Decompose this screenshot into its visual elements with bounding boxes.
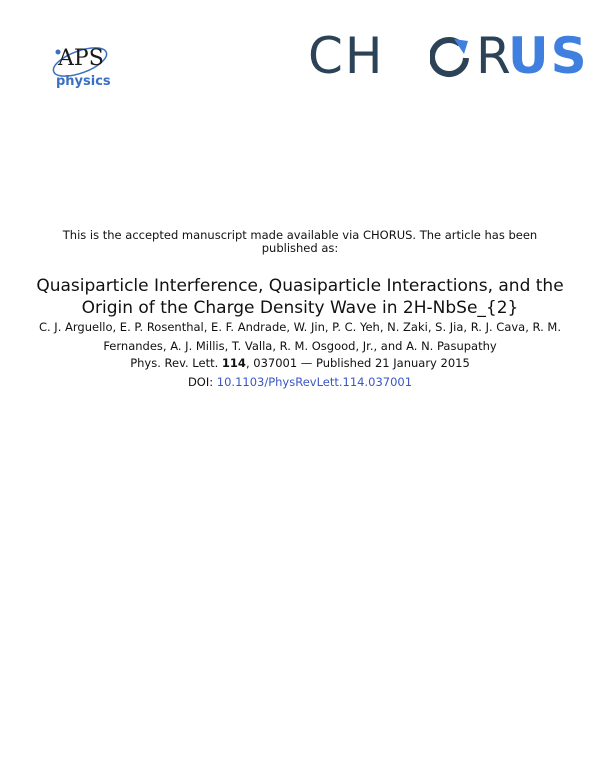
- aps-logo-subtext: physics: [56, 74, 111, 89]
- chorus-logo: [308, 27, 589, 85]
- article-citation: [20, 356, 580, 371]
- doi-label: DOI:: [187, 375, 217, 389]
- doi-link[interactable]: 10.1103/PhysRevLett.114.037001: [216, 375, 413, 389]
- journal-volume: 114: [221, 356, 246, 370]
- chorus-logo-part1: CH: [308, 27, 385, 85]
- aps-logo-text: APS: [58, 46, 104, 71]
- article-doi: [20, 375, 580, 390]
- chorus-logo-part2: R: [476, 27, 513, 85]
- journal-name: Phys. Rev. Lett.: [130, 356, 222, 370]
- article-authors: C. J. Arguello, E. P. Rosenthal, E. F. Andrade, W. Jin, P. C. Yeh, N. Zaki, S. Jia, R. J. Cava, R. M. Fernandes, A. J. Millis, T. Valla, R. M. Osgood, Jr., and A. N. Pasupathy: [38, 320, 562, 353]
- article-title: Quasiparticle Interference, Quasiparticle Interactions, and the Origin of the Charge Density Wave in 2H-NbSe_{2}: [36, 276, 564, 318]
- citation-details: , 037001 — Published 21 January 2015: [245, 356, 470, 370]
- chorus-logo-part3: US: [508, 27, 589, 85]
- chorus-o-arrow-icon: [430, 36, 472, 78]
- aps-physics-logo: [50, 40, 120, 100]
- chorus-notice: This is the accepted manuscript made available via CHORUS. The article has been published as:: [62, 228, 538, 255]
